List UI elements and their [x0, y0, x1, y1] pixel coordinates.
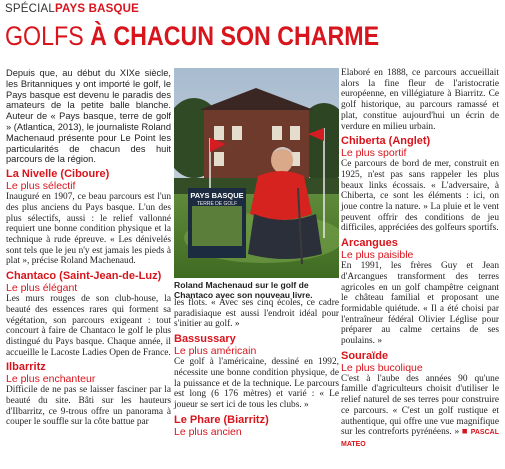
headline-prefix: GOLFS: [5, 21, 84, 51]
rubric-name: PAYS BASQUE: [54, 3, 139, 15]
section-subtitle: Le plus américain: [174, 345, 257, 358]
section-text-body: C'est à l'aube des années 90 qu'une famille d'agriculteurs choisit d'utiliser le relief naturel de ses terres pour construire ce parcours. « C'est un golf rustique et authentique, qui offre une vue magnifique sur les contreforts pyrénéens. »: [341, 373, 499, 438]
section-title: La Nivelle (Ciboure): [6, 168, 110, 181]
book-title-line1: PAYS BASQUE: [190, 191, 244, 200]
section-ilbarritz: [6, 361, 171, 428]
headline-bold: À CHACUN SON CHARME: [90, 21, 380, 51]
section-subtitle: Le plus sélectif: [6, 180, 76, 193]
section-title: Arcangues: [341, 237, 398, 250]
section-chantaco: [6, 270, 171, 358]
section-subtitle: Le plus ancien: [174, 425, 242, 438]
column-2: [174, 298, 339, 438]
section-title: Le Phare (Biarritz): [174, 413, 269, 426]
signature-dash: ■: [461, 427, 468, 438]
section-chiberta: [341, 135, 499, 234]
section-text-continued: les flots. « Avec ses cinq écoles, ce cadre paradisiaque est aussi l'endroit idéal pour s'initier au golf. »: [174, 298, 339, 330]
section-phare: [174, 414, 339, 438]
section-text: [341, 374, 499, 451]
section-arcangues: [341, 237, 499, 347]
section-text: Ce parcours de bord de mer, construit en 1925, n'est pas sans rappeler les plus beaux links écossais. « L'adversaire, à Chiberta, ce sont les éléments : ici, on joue contre la nature. » La pluie et le vent peuvent offrir des conditions de jeu difficiles, appréciées des golfeurs sportifs.: [341, 159, 499, 234]
section-text: Inauguré en 1907, ce beau parcours est l'un des plus anciens du Pays basque. L'un des plus sélectifs, aussi : le relief vallonné requiert une bonne condition physique et la technique à rude épreuve. « Les dénivelés sont tels que le jeu n'y est jamais les pieds à plat », précise Roland Machenaud.: [6, 192, 171, 267]
section-subtitle: Le plus bucolique: [341, 361, 423, 374]
section-subtitle: Le plus sportif: [341, 147, 407, 160]
column-3: [341, 68, 499, 451]
section-text: Difficile de ne pas se laisser fasciner par la beauté du site. Bâti sur les hauteurs d'Ilbarritz, ce 9-trous offre un panorama à couper le souffle sur la côte battue par: [6, 385, 171, 428]
section-text-continued: Elaboré en 1888, ce parcours accueillait alors la fine fleur de l'aristocratie européenne, en villégiature à Biarritz. Ce golf historique, au parcours ramassé et plat, constitue aujourd'hui un écrin de verdure en milieu urbain.: [341, 68, 499, 132]
section-bassussary: [174, 333, 339, 411]
section-title: Ilbarritz: [6, 361, 46, 374]
photo-caption: Roland Machenaud sur le golf de Chantaco avec son nouveau livre.: [174, 280, 313, 300]
section-souraide: [341, 350, 499, 451]
article-photo: [174, 68, 339, 278]
section-title: Chantaco (Saint-Jean-de-Luz): [6, 270, 162, 283]
intro-paragraph: Depuis que, au début du XIXe siècle, les Britanniques y ont importé le golf, le Pays basque est devenu le paradis des amateurs de la petite balle blanche. Auteur de « Pays basque, terre de golf » (Atlantica, 2013), le journaliste Roland Machenaud présente pour Le Point les particularités de chacun des huit parcours de la région.: [6, 68, 171, 165]
section-text: Les murs rouges de son club-house, la beauté des essences rares qui forment sa végétation, son parcours exigeant : tout concourt à faire de Chantaco le golf le plus distingué du Pays basque. Chaque année, il accueille le Lacoste Ladies Open de France.: [6, 294, 171, 358]
section-subtitle: Le plus enchanteur: [6, 373, 96, 386]
section-subtitle: Le plus élégant: [6, 282, 78, 295]
column-1: [6, 68, 171, 428]
golfer-photo-illustration: [174, 68, 339, 278]
headline: [5, 21, 379, 51]
section-title: Chiberta (Anglet): [341, 135, 431, 148]
rubric-prefix: SPÉCIAL: [5, 3, 55, 15]
rubric: [5, 3, 139, 15]
section-text: Ce golf à l'américaine, dessiné en 1992, nécessite une bonne condition physique, de la puissance et de la technique. Le parcours est long (6 176 mètres) et varié : « Le joueur se sert ici de tous les clubs. »: [174, 357, 339, 410]
author-signature: PASCAL MATEO: [341, 429, 499, 448]
section-nivelle: [6, 168, 171, 267]
section-title: Souraïde: [341, 349, 389, 362]
section-title: Bassussary: [174, 333, 236, 346]
section-text: En 1991, les frères Guy et Jean d'Arcangues transforment des terres agricoles en un golf champêtre ceignant le château familial et proposant une formidable quiétude. « Il a été choisi par l'entraîneur fédéral Olivier Léglise pour préparer au calme certains de ses poulains. »: [341, 261, 499, 347]
section-subtitle: Le plus paisible: [341, 249, 414, 262]
book-title-line2: TERRE DE GOLF: [196, 201, 238, 207]
book-cover: [188, 188, 246, 258]
